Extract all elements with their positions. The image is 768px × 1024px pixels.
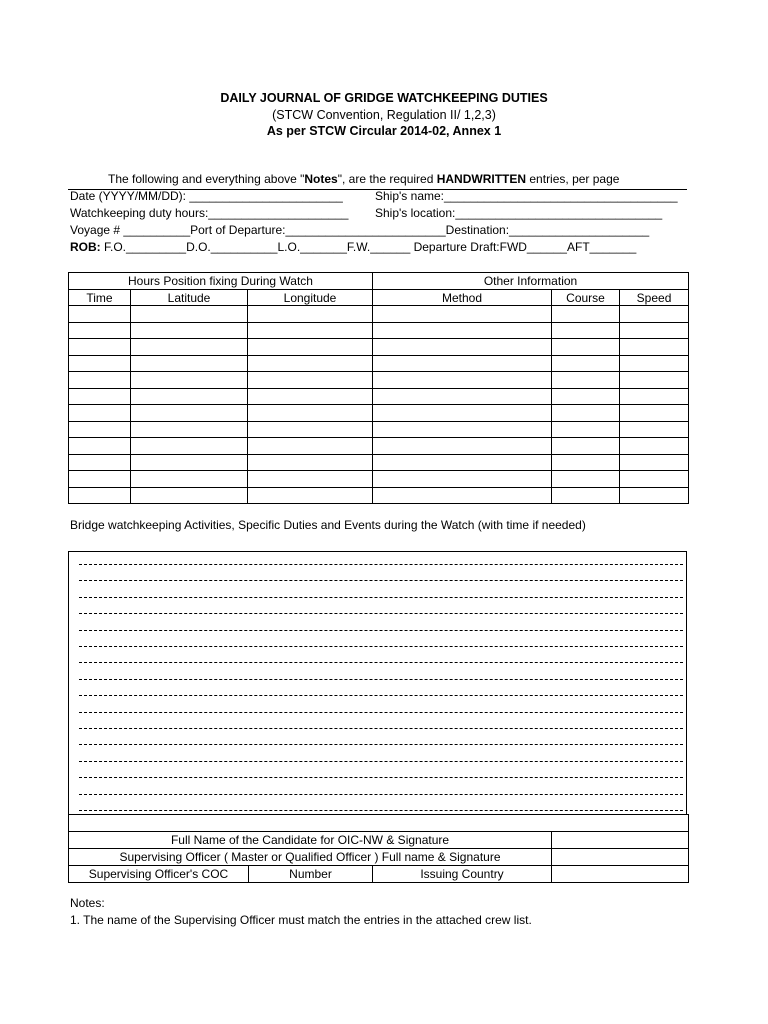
position-table (68, 272, 689, 504)
date-field[interactable]: Date (YYYY/MM/DD): _______________________ (70, 189, 343, 203)
position-entry-cell[interactable] (131, 421, 248, 438)
notes-heading: Notes: (70, 896, 105, 910)
note-item-1: 1. The name of the Supervising Officer must match the entries in the attached crew list. (70, 913, 532, 927)
position-entry-cell[interactable] (131, 438, 248, 455)
position-entry-cell[interactable] (552, 454, 620, 471)
rob-label: ROB: (70, 240, 101, 254)
coc-row (69, 866, 689, 883)
position-entry-cell[interactable] (552, 487, 620, 504)
position-entry-cell[interactable] (69, 372, 131, 389)
position-entry-cell[interactable] (248, 388, 373, 405)
position-entry-cell[interactable] (69, 339, 131, 356)
position-entry-cell[interactable] (69, 355, 131, 372)
position-entry-cell[interactable] (131, 405, 248, 422)
position-entry-cell[interactable] (131, 306, 248, 323)
position-entry-cell[interactable] (131, 322, 248, 339)
activity-writing-line (79, 630, 683, 631)
position-entry-cell[interactable] (69, 322, 131, 339)
position-entry-row (69, 388, 689, 405)
position-entry-cell[interactable] (248, 372, 373, 389)
supervisor-label: Supervising Officer ( Master or Qualified Officer ) Full name & Signature (69, 849, 552, 866)
position-entry-cell[interactable] (373, 322, 552, 339)
position-entry-cell[interactable] (552, 322, 620, 339)
position-entry-row (69, 306, 689, 323)
position-entry-cell[interactable] (373, 471, 552, 488)
position-entry-cell[interactable] (552, 306, 620, 323)
intro-notes-word: Notes (304, 172, 338, 186)
position-entry-cell[interactable] (69, 421, 131, 438)
col-method: Method (373, 290, 552, 306)
signature-table (68, 814, 689, 883)
position-entry-cell[interactable] (620, 372, 689, 389)
position-entry-cell[interactable] (69, 388, 131, 405)
position-entry-cell[interactable] (248, 306, 373, 323)
col-course: Course (552, 290, 620, 306)
position-entry-cell[interactable] (620, 405, 689, 422)
candidate-label: Full Name of the Candidate for OIC-NW & Signature (69, 832, 552, 849)
position-entry-row (69, 339, 689, 356)
activity-writing-line (79, 580, 683, 581)
position-entry-cell[interactable] (131, 339, 248, 356)
candidate-signature-cell[interactable] (552, 832, 689, 849)
col-longitude: Longitude (248, 290, 373, 306)
position-entry-cell[interactable] (248, 454, 373, 471)
position-entry-cell[interactable] (131, 454, 248, 471)
rob-field[interactable] (70, 240, 636, 254)
position-group-header-row (69, 273, 689, 290)
activity-writing-line (79, 744, 683, 745)
position-entry-cell[interactable] (620, 471, 689, 488)
coc-number-label: Number (249, 866, 373, 883)
position-entry-cell[interactable] (373, 388, 552, 405)
position-entry-cell[interactable] (131, 487, 248, 504)
activities-box[interactable] (68, 551, 687, 815)
position-entry-cell[interactable] (620, 438, 689, 455)
position-entry-cell[interactable] (248, 355, 373, 372)
activity-writing-line (79, 646, 683, 647)
activity-writing-line (79, 679, 683, 680)
activity-writing-line (79, 662, 683, 663)
col-latitude: Latitude (131, 290, 248, 306)
position-entry-cell[interactable] (620, 306, 689, 323)
position-entry-cell[interactable] (552, 372, 620, 389)
col-time: Time (69, 290, 131, 306)
duty-hours-field[interactable]: Watchkeeping duty hours:_____________________ (70, 206, 349, 220)
supervisor-signature-cell[interactable] (552, 849, 689, 866)
position-entry-row (69, 454, 689, 471)
position-entry-row (69, 355, 689, 372)
coc-value-cell[interactable] (552, 866, 689, 883)
ship-location-field[interactable]: Ship's location:_______________________________ (375, 206, 663, 220)
position-entry-cell[interactable] (373, 372, 552, 389)
blank-cell (69, 815, 689, 832)
position-entry-row (69, 487, 689, 504)
position-entry-cell[interactable] (552, 388, 620, 405)
position-entry-row (69, 405, 689, 422)
position-entry-row (69, 421, 689, 438)
position-entry-row (69, 438, 689, 455)
activity-writing-line (79, 695, 683, 696)
intro-part3: entries, per page (526, 172, 620, 186)
position-entry-cell[interactable] (552, 471, 620, 488)
position-entry-cell[interactable] (248, 339, 373, 356)
position-entry-cell[interactable] (69, 471, 131, 488)
position-entry-cell[interactable] (131, 372, 248, 389)
position-entry-cell[interactable] (131, 355, 248, 372)
voyage-field[interactable]: Voyage # __________Port of Departure:________________________Destination:_____________________ (70, 223, 650, 237)
blank-row (69, 815, 689, 832)
coc-country-label: Issuing Country (373, 866, 552, 883)
activity-writing-line (79, 810, 683, 811)
activity-writing-line (79, 777, 683, 778)
position-entry-cell[interactable] (69, 438, 131, 455)
position-entry-cell[interactable] (552, 438, 620, 455)
position-entry-row (69, 372, 689, 389)
activity-writing-line (79, 712, 683, 713)
position-entry-cell[interactable] (620, 487, 689, 504)
activity-writing-line (79, 613, 683, 614)
position-entry-cell[interactable] (131, 471, 248, 488)
activity-writing-line (79, 794, 683, 795)
circular-reference: As per STCW Circular 2014-02, Annex 1 (266, 124, 502, 138)
position-entry-cell[interactable] (373, 306, 552, 323)
position-column-header-row (69, 290, 689, 306)
position-entry-cell[interactable] (69, 487, 131, 504)
position-entry-cell[interactable] (69, 454, 131, 471)
position-group-header: Hours Position fixing During Watch (69, 273, 373, 290)
position-entry-cell[interactable] (248, 405, 373, 422)
activities-heading: Bridge watchkeeping Activities, Specific Duties and Events during the Watch (with time if needed) (70, 518, 586, 532)
position-entry-cell[interactable] (552, 355, 620, 372)
position-entry-cell[interactable] (373, 339, 552, 356)
position-entry-cell[interactable] (620, 322, 689, 339)
position-entry-cell[interactable] (620, 355, 689, 372)
candidate-row (69, 832, 689, 849)
position-entry-cell[interactable] (620, 388, 689, 405)
position-entry-cell[interactable] (552, 405, 620, 422)
intro-handwritten-word: HANDWRITTEN (436, 172, 527, 186)
position-entry-cell[interactable] (552, 421, 620, 438)
other-info-group-header: Other Information (373, 273, 689, 290)
position-entry-cell[interactable] (620, 421, 689, 438)
position-entry-cell[interactable] (69, 306, 131, 323)
position-entry-cell[interactable] (373, 405, 552, 422)
intro-part1: The following and everything above " (108, 172, 305, 186)
document-title: DAILY JOURNAL OF GRIDGE WATCHKEEPING DUTIES (220, 91, 548, 105)
position-entry-cell[interactable] (620, 339, 689, 356)
ship-name-field[interactable]: Ship's name:___________________________________ (375, 189, 678, 203)
activity-writing-line (79, 564, 683, 565)
position-entry-cell[interactable] (620, 454, 689, 471)
intro-text (108, 172, 619, 186)
position-entry-cell[interactable] (69, 405, 131, 422)
coc-label: Supervising Officer's COC (69, 866, 249, 883)
intro-part2: ", are the required (337, 172, 437, 186)
activity-writing-line (79, 597, 683, 598)
supervisor-row (69, 849, 689, 866)
position-entry-cell[interactable] (373, 454, 552, 471)
position-entry-cell[interactable] (552, 339, 620, 356)
rob-values: F.O._________D.O.__________L.O._______F.W.______ Departure Draft:FWD______AFT_______ (100, 240, 637, 254)
activity-writing-line (79, 728, 683, 729)
position-entry-cell[interactable] (248, 421, 373, 438)
position-entry-row (69, 322, 689, 339)
document-subtitle: (STCW Convention, Regulation II/ 1,2,3) (272, 108, 496, 122)
position-entry-cell[interactable] (131, 388, 248, 405)
position-entry-row (69, 471, 689, 488)
position-entry-cell[interactable] (248, 487, 373, 504)
position-entry-cell[interactable] (373, 487, 552, 504)
position-entry-cell[interactable] (248, 471, 373, 488)
position-entry-cell[interactable] (373, 355, 552, 372)
position-entry-cell[interactable] (248, 322, 373, 339)
col-speed: Speed (620, 290, 689, 306)
position-entry-cell[interactable] (248, 438, 373, 455)
activity-writing-line (79, 761, 683, 762)
position-entry-cell[interactable] (373, 438, 552, 455)
position-entry-cell[interactable] (373, 421, 552, 438)
